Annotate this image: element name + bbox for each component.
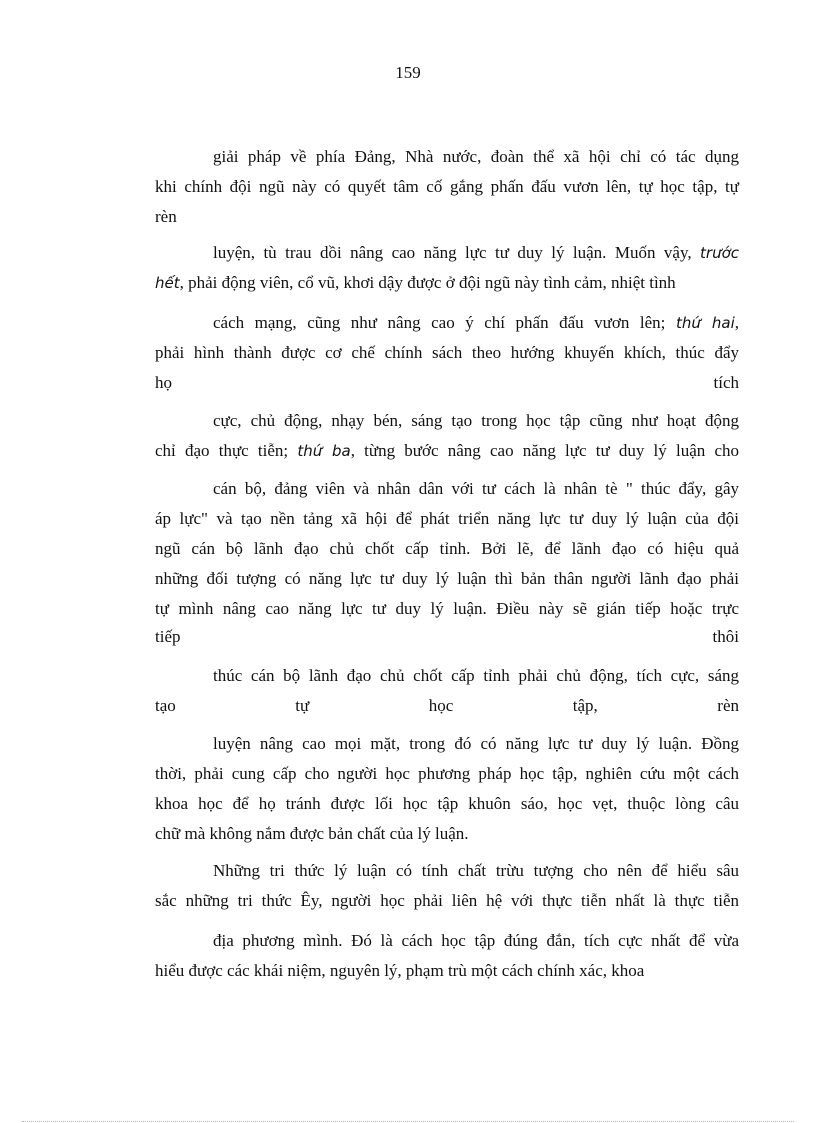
text-line: cán bộ, đảng viên và nhân dân với tư cách là nhân tè " thúc đẩy, gây	[213, 479, 739, 498]
text-line: địa phương mình. Đó là cách học tập đúng đắn, tích cực nhất để vừa	[213, 931, 739, 950]
text-line: sắc những tri thức Êy, người học phải liên hệ với thực tiễn nhất là thực tiễn	[155, 891, 739, 910]
text-line: những đối tượng có năng lực tư duy lý luận thì bản thân người lãnh đạo phải	[155, 569, 739, 588]
text-line: phải hình thành được cơ chế chính sách theo hướng khuyến khích, thúc đẩy	[155, 343, 739, 362]
page-number: 159	[395, 63, 421, 82]
text-line: ngũ cán bộ lãnh đạo chủ chốt cấp tỉnh. Bởi lẽ, để lãnh đạo có hiệu quả	[155, 539, 739, 558]
text-line: hiểu được các khái niệm, nguyên lý, phạm trù một cách chính xác, khoa	[155, 961, 645, 980]
text-line: áp lực" và tạo nền tảng xã hội để phát triển năng lực tư duy lý luận của đội	[155, 509, 739, 528]
text-line: chỉ đạo thực tiễn; thứ ba, từng bước nâng cao năng lực tư duy lý luận cho	[155, 441, 740, 460]
text-line: khi chính đội ngũ này có quyết tâm cố gắng phấn đấu vươn lên, tự học tập, tự	[155, 177, 739, 196]
text-line: rèn	[155, 207, 177, 226]
text-line: tiếp thôi	[155, 627, 739, 646]
text-line: thúc cán bộ lãnh đạo chủ chốt cấp tỉnh phải chủ động, tích cực, sáng	[213, 666, 739, 685]
text-line: cách mạng, cũng như nâng cao ý chí phấn đấu vươn lên; thứ hai,	[213, 313, 740, 332]
text-line: chữ mà không nắm được bản chất của lý luận.	[155, 824, 469, 843]
text-line: họ tích	[155, 373, 739, 392]
text-line: tự mình nâng cao năng lực tư duy lý luận. Điều này sẽ gián tiếp hoặc trực	[155, 599, 739, 618]
text-line: luyện, tù trau dồi nâng cao năng lực tư duy lý luận. Muốn vậy, trước	[213, 243, 740, 262]
text-line: hết, phải động viên, cổ vũ, khơi dậy được ở đội ngũ này tình cảm, nhiệt tình	[155, 273, 676, 292]
page-bottom-divider	[22, 1121, 794, 1122]
text-line: luyện nâng cao mọi mặt, trong đó có năng lực tư duy lý luận. Đồng	[213, 734, 739, 753]
text-line: Những tri thức lý luận có tính chất trừu tượng cho nên để hiểu sâu	[213, 861, 739, 880]
text-line: giải pháp về phía Đảng, Nhà nước, đoàn thể xã hội chỉ có tác dụng	[213, 147, 739, 166]
text-line: khoa học để họ tránh được lối học tập khuôn sáo, học vẹt, thuộc lòng câu	[155, 794, 739, 813]
text-line: thời, phải cung cấp cho người học phương pháp học tập, nghiên cứu một cách	[155, 764, 739, 783]
text-line: tạo tự học tập, rèn	[155, 696, 740, 715]
text-line: cực, chủ động, nhạy bén, sáng tạo trong học tập cũng như hoạt động	[213, 411, 739, 430]
